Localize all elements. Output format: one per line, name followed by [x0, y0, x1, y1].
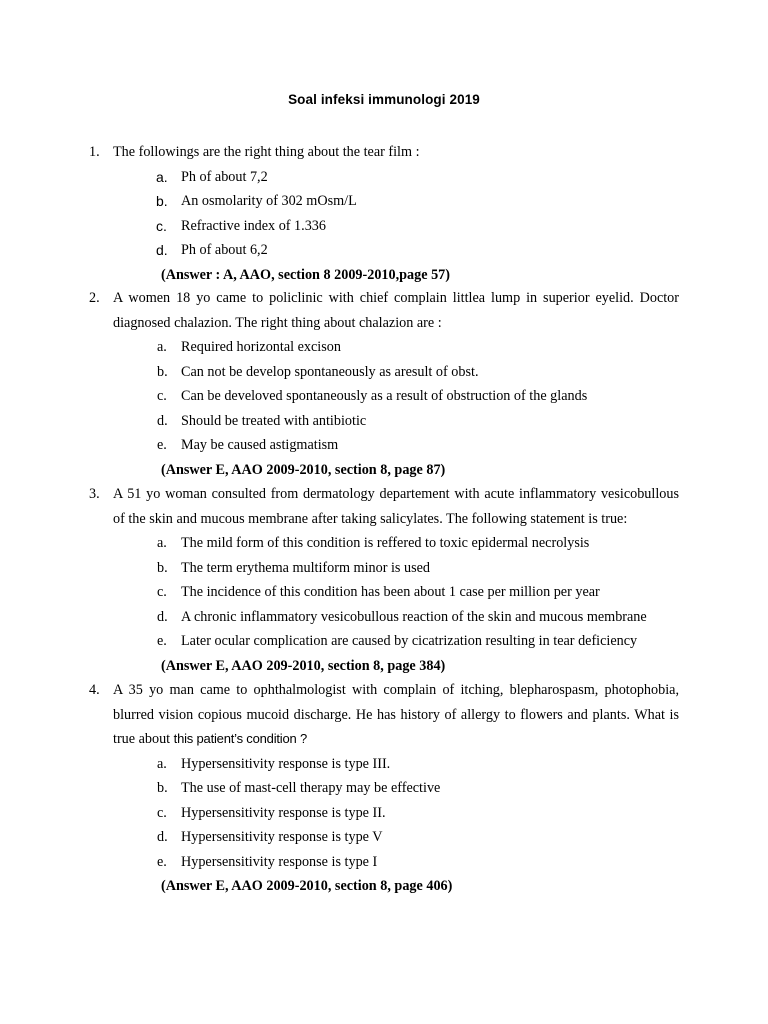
option-letter: c.	[157, 584, 167, 600]
question-text-tail: this patient’s condition ?	[173, 731, 307, 746]
option-list	[89, 752, 679, 875]
option-d	[89, 238, 679, 263]
option-d	[89, 409, 679, 434]
option-b	[89, 556, 679, 581]
option-e	[89, 850, 679, 875]
option-d	[89, 825, 679, 850]
option-text: Ph of about 6,2	[181, 242, 268, 258]
option-a	[89, 752, 679, 777]
option-text: Hypersensitivity response is type III.	[181, 755, 391, 772]
answer-line: (Answer E, AAO 2009-2010, section 8, page 406)	[161, 878, 453, 894]
option-letter: a.	[157, 755, 167, 772]
option-letter: a.	[157, 339, 167, 355]
option-d	[89, 605, 679, 630]
question-number: 1.	[89, 144, 100, 160]
option-text: Can be develoved spontaneously as a result of obstruction of the glands	[181, 388, 588, 404]
option-text: An osmolarity of 302 mOsm/L	[181, 193, 357, 209]
answer-line: (Answer E, AAO 2009-2010, section 8, page 87)	[161, 461, 446, 478]
option-c	[89, 214, 679, 239]
option-letter: b.	[156, 193, 168, 209]
option-letter: a.	[157, 535, 167, 551]
option-letter: d.	[157, 412, 168, 429]
option-letter: e.	[157, 633, 167, 649]
option-text: The incidence of this condition has been about 1 case per million per year	[181, 584, 600, 600]
option-text: Can not be develop spontaneously as aresult of obst.	[181, 363, 479, 380]
option-letter: c.	[156, 217, 167, 234]
option-list	[89, 335, 679, 458]
option-a	[89, 165, 679, 190]
question-text: A women 18 yo came to policlinic with chief complain littlea lump in superior eyelid. Doctor diagnosed chalazion. The right thing about chalazion are :	[113, 290, 679, 331]
option-text: Hypersensitivity response is type II.	[181, 804, 386, 821]
option-letter: d.	[157, 829, 168, 845]
option-text: The term erythema multiform minor is used	[181, 559, 431, 576]
option-text: May be caused astigmatism	[181, 437, 339, 453]
option-text: Should be treated with antibiotic	[181, 412, 367, 429]
question-number: 3.	[89, 486, 100, 502]
option-b	[89, 776, 679, 801]
option-letter: d.	[156, 242, 168, 258]
question-3	[89, 482, 679, 678]
option-text: Refractive index of 1.336	[181, 217, 326, 234]
question-text: The followings are the right thing about the tear film :	[113, 144, 420, 160]
question-2	[89, 286, 679, 482]
option-b	[89, 189, 679, 214]
question-1	[89, 140, 679, 287]
option-letter: e.	[157, 853, 167, 870]
option-letter: b.	[157, 559, 168, 576]
option-text: The use of mast-cell therapy may be effective	[181, 780, 441, 796]
question-4	[89, 678, 679, 899]
option-a	[89, 335, 679, 360]
question-number: 2.	[89, 290, 100, 306]
option-letter: e.	[157, 437, 167, 453]
option-text: The mild form of this condition is reffered to toxic epidermal necrolysis	[181, 535, 590, 551]
answer-line: (Answer : A, AAO, section 8 2009-2010,page 57)	[161, 266, 450, 283]
question-number: 4.	[89, 682, 100, 698]
option-text: A chronic inflammatory vesicobullous reaction of the skin and mucous membrane	[181, 608, 647, 625]
question-text-main: A 35 yo man came to ophthalmologist with complain of itching, blepharospasm, photophobia, blurred vision copious mucoid discharge. He has history of allergy to flowers and plants. What is true about	[113, 682, 679, 747]
option-text: Hypersensitivity response is type V	[181, 829, 383, 845]
option-letter: a.	[156, 168, 168, 185]
option-letter: b.	[157, 780, 168, 796]
option-b	[89, 360, 679, 385]
option-c	[89, 384, 679, 409]
option-text: Required horizontal excison	[181, 339, 341, 355]
option-letter: c.	[157, 804, 167, 821]
option-letter: c.	[157, 388, 167, 404]
option-list	[89, 531, 679, 654]
option-list	[89, 165, 679, 263]
option-e	[89, 433, 679, 458]
option-c	[89, 580, 679, 605]
option-a	[89, 531, 679, 556]
option-letter: d.	[157, 608, 168, 625]
option-letter: b.	[157, 363, 168, 380]
option-text: Hypersensitivity response is type I	[181, 853, 378, 870]
option-c	[89, 801, 679, 826]
question-text: A 51 yo woman consulted from dermatology departement with acute inflammatory vesicobullous of the skin and mucous membrane after taking salicylates. The following statement is true:	[113, 486, 679, 527]
question-text	[113, 678, 679, 752]
option-text: Later ocular complication are caused by cicatrization resulting in tear deficiency	[181, 633, 638, 649]
option-text: Ph of about 7,2	[181, 168, 268, 185]
page-title: Soal infeksi immunologi 2019	[288, 92, 480, 107]
option-e	[89, 629, 679, 654]
answer-line: (Answer E, AAO 209-2010, section 8, page 384)	[161, 657, 446, 674]
